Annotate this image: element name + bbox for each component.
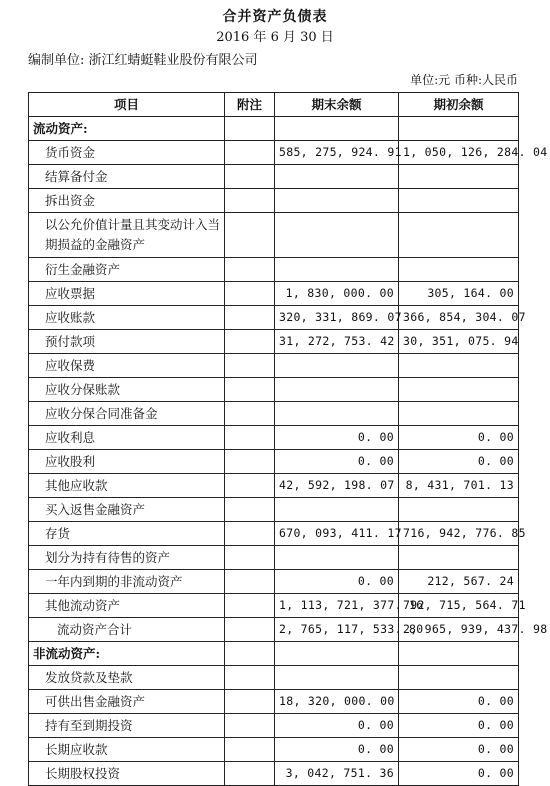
row-end-balance — [275, 165, 399, 189]
row-end-balance: 1, 113, 721, 377. 16 — [275, 594, 399, 618]
row-item-label: 一年内到期的非流动资产 — [29, 570, 225, 594]
row-item-label: 预付款项 — [29, 330, 225, 354]
row-note — [225, 117, 275, 141]
table-row — [29, 165, 519, 189]
row-note — [225, 306, 275, 330]
column-header-end-balance: 期末余额 — [275, 93, 399, 117]
row-note — [225, 450, 275, 474]
row-begin-balance: 792, 715, 564. 71 — [399, 594, 519, 618]
row-item-label: 非流动资产: — [29, 642, 225, 666]
table-row — [29, 474, 519, 498]
row-begin-balance — [399, 666, 519, 690]
table-row — [29, 498, 519, 522]
table-row — [29, 258, 519, 282]
row-end-balance: 0. 00 — [275, 714, 399, 738]
table-row — [29, 117, 519, 141]
row-note — [225, 714, 275, 738]
row-item-label: 买入返售金融资产 — [29, 498, 225, 522]
row-note — [225, 762, 275, 786]
row-end-balance — [275, 546, 399, 570]
row-end-balance — [275, 402, 399, 426]
table-row — [29, 642, 519, 666]
row-begin-balance — [399, 117, 519, 141]
row-end-balance: 0. 00 — [275, 450, 399, 474]
table-row — [29, 762, 519, 786]
row-item-label: 应收股利 — [29, 450, 225, 474]
row-item-label: 持有至到期投资 — [29, 714, 225, 738]
table-row — [29, 402, 519, 426]
row-note — [225, 165, 275, 189]
row-end-balance — [275, 189, 399, 213]
row-begin-balance: 305, 164. 00 — [399, 282, 519, 306]
row-begin-balance: 0. 00 — [399, 426, 519, 450]
row-end-balance: 42, 592, 198. 07 — [275, 474, 399, 498]
table-row — [29, 546, 519, 570]
row-note — [225, 213, 275, 258]
row-note — [225, 738, 275, 762]
row-note — [225, 594, 275, 618]
row-note — [225, 522, 275, 546]
table-row — [29, 189, 519, 213]
row-end-balance: 585, 275, 924. 91 — [275, 141, 399, 165]
row-note — [225, 330, 275, 354]
row-item-label: 应收分保合同准备金 — [29, 402, 225, 426]
row-begin-balance: 2, 965, 939, 437. 98 — [399, 618, 519, 642]
row-note — [225, 189, 275, 213]
table-row — [29, 738, 519, 762]
row-item-label: 结算备付金 — [29, 165, 225, 189]
column-header-item: 项目 — [29, 93, 225, 117]
row-note — [225, 141, 275, 165]
row-end-balance: 31, 272, 753. 42 — [275, 330, 399, 354]
row-end-balance: 0. 00 — [275, 570, 399, 594]
company-name: 编制单位: 浙江红蜻蜓鞋业股份有限公司 — [28, 53, 258, 68]
currency-unit: 单位:元 币种:人民币 — [410, 73, 518, 87]
table-header-row — [29, 93, 519, 117]
row-note — [225, 570, 275, 594]
row-item-label: 长期股权投资 — [29, 762, 225, 786]
row-begin-balance — [399, 498, 519, 522]
row-begin-balance: 8, 431, 701. 13 — [399, 474, 519, 498]
row-note — [225, 642, 275, 666]
table-row — [29, 690, 519, 714]
table-row — [29, 354, 519, 378]
row-end-balance: 18, 320, 000. 00 — [275, 690, 399, 714]
row-begin-balance — [399, 402, 519, 426]
table-row — [29, 213, 519, 258]
row-begin-balance — [399, 258, 519, 282]
row-begin-balance: 30, 351, 075. 94 — [399, 330, 519, 354]
row-begin-balance: 0. 00 — [399, 714, 519, 738]
row-end-balance: 320, 331, 869. 07 — [275, 306, 399, 330]
row-end-balance — [275, 354, 399, 378]
report-title: 合并资产负债表 — [222, 9, 328, 25]
row-begin-balance — [399, 189, 519, 213]
row-end-balance: 0. 00 — [275, 738, 399, 762]
row-begin-balance: 0. 00 — [399, 450, 519, 474]
table-row — [29, 330, 519, 354]
row-item-label: 流动资产: — [29, 117, 225, 141]
row-item-label: 流动资产合计 — [29, 618, 225, 642]
row-item-label: 拆出资金 — [29, 189, 225, 213]
row-end-balance — [275, 213, 399, 258]
row-item-label: 应收账款 — [29, 306, 225, 330]
row-begin-balance: 0. 00 — [399, 762, 519, 786]
row-end-balance: 3, 042, 751. 36 — [275, 762, 399, 786]
row-end-balance: 0. 00 — [275, 426, 399, 450]
row-end-balance — [275, 117, 399, 141]
table-row — [29, 306, 519, 330]
table-row — [29, 594, 519, 618]
row-item-label: 应收分保账款 — [29, 378, 225, 402]
row-begin-balance — [399, 378, 519, 402]
table-row — [29, 426, 519, 450]
row-note — [225, 426, 275, 450]
row-item-label: 货币资金 — [29, 141, 225, 165]
row-note — [225, 378, 275, 402]
row-note — [225, 402, 275, 426]
table-row — [29, 618, 519, 642]
row-end-balance: 1, 830, 000. 00 — [275, 282, 399, 306]
table-body — [29, 117, 548, 786]
row-note — [225, 690, 275, 714]
row-item-label: 可供出售金融资产 — [29, 690, 225, 714]
row-note — [225, 666, 275, 690]
row-end-balance — [275, 378, 399, 402]
row-begin-balance: 716, 942, 776. 85 — [399, 522, 519, 546]
row-note — [225, 354, 275, 378]
table-row — [29, 714, 519, 738]
row-begin-balance — [399, 354, 519, 378]
row-end-balance: 670, 093, 411. 17 — [275, 522, 399, 546]
row-item-label: 应收保费 — [29, 354, 225, 378]
row-end-balance: 2, 765, 117, 533. 80 — [275, 618, 399, 642]
row-end-balance — [275, 498, 399, 522]
row-begin-balance — [399, 642, 519, 666]
row-item-label: 其他应收款 — [29, 474, 225, 498]
table-row — [29, 522, 519, 546]
row-begin-balance — [399, 165, 519, 189]
row-begin-balance: 0. 00 — [399, 738, 519, 762]
row-note — [225, 618, 275, 642]
row-end-balance — [275, 666, 399, 690]
table-row — [29, 282, 519, 306]
row-note — [225, 546, 275, 570]
row-begin-balance: 1, 050, 126, 284. 04 — [399, 141, 519, 165]
row-item-label: 发放贷款及垫款 — [29, 666, 225, 690]
row-item-label: 其他流动资产 — [29, 594, 225, 618]
row-begin-balance: 0. 00 — [399, 690, 519, 714]
column-header-begin-balance: 期初余额 — [399, 93, 519, 117]
row-begin-balance: 366, 854, 304. 07 — [399, 306, 519, 330]
row-end-balance — [275, 258, 399, 282]
balance-sheet-table — [28, 92, 548, 786]
row-end-balance — [275, 642, 399, 666]
row-item-label: 划分为持有待售的资产 — [29, 546, 225, 570]
report-date: 2016 年 6 月 30 日 — [216, 30, 334, 45]
row-note — [225, 498, 275, 522]
table-row — [29, 666, 519, 690]
row-item-label: 应收票据 — [29, 282, 225, 306]
row-item-label: 长期应收款 — [29, 738, 225, 762]
table-row — [29, 141, 519, 165]
row-item-label: 存货 — [29, 522, 225, 546]
column-header-note: 附注 — [225, 93, 275, 117]
row-item-label: 以公允价值计量且其变动计入当期损益的金融资产 — [29, 213, 225, 258]
row-note — [225, 474, 275, 498]
row-begin-balance — [399, 546, 519, 570]
row-note — [225, 258, 275, 282]
row-begin-balance: 212, 567. 24 — [399, 570, 519, 594]
row-begin-balance — [399, 213, 519, 258]
table-row — [29, 450, 519, 474]
row-item-label: 应收利息 — [29, 426, 225, 450]
table-row — [29, 570, 519, 594]
row-item-label: 衍生金融资产 — [29, 258, 225, 282]
table-row — [29, 378, 519, 402]
row-note — [225, 282, 275, 306]
